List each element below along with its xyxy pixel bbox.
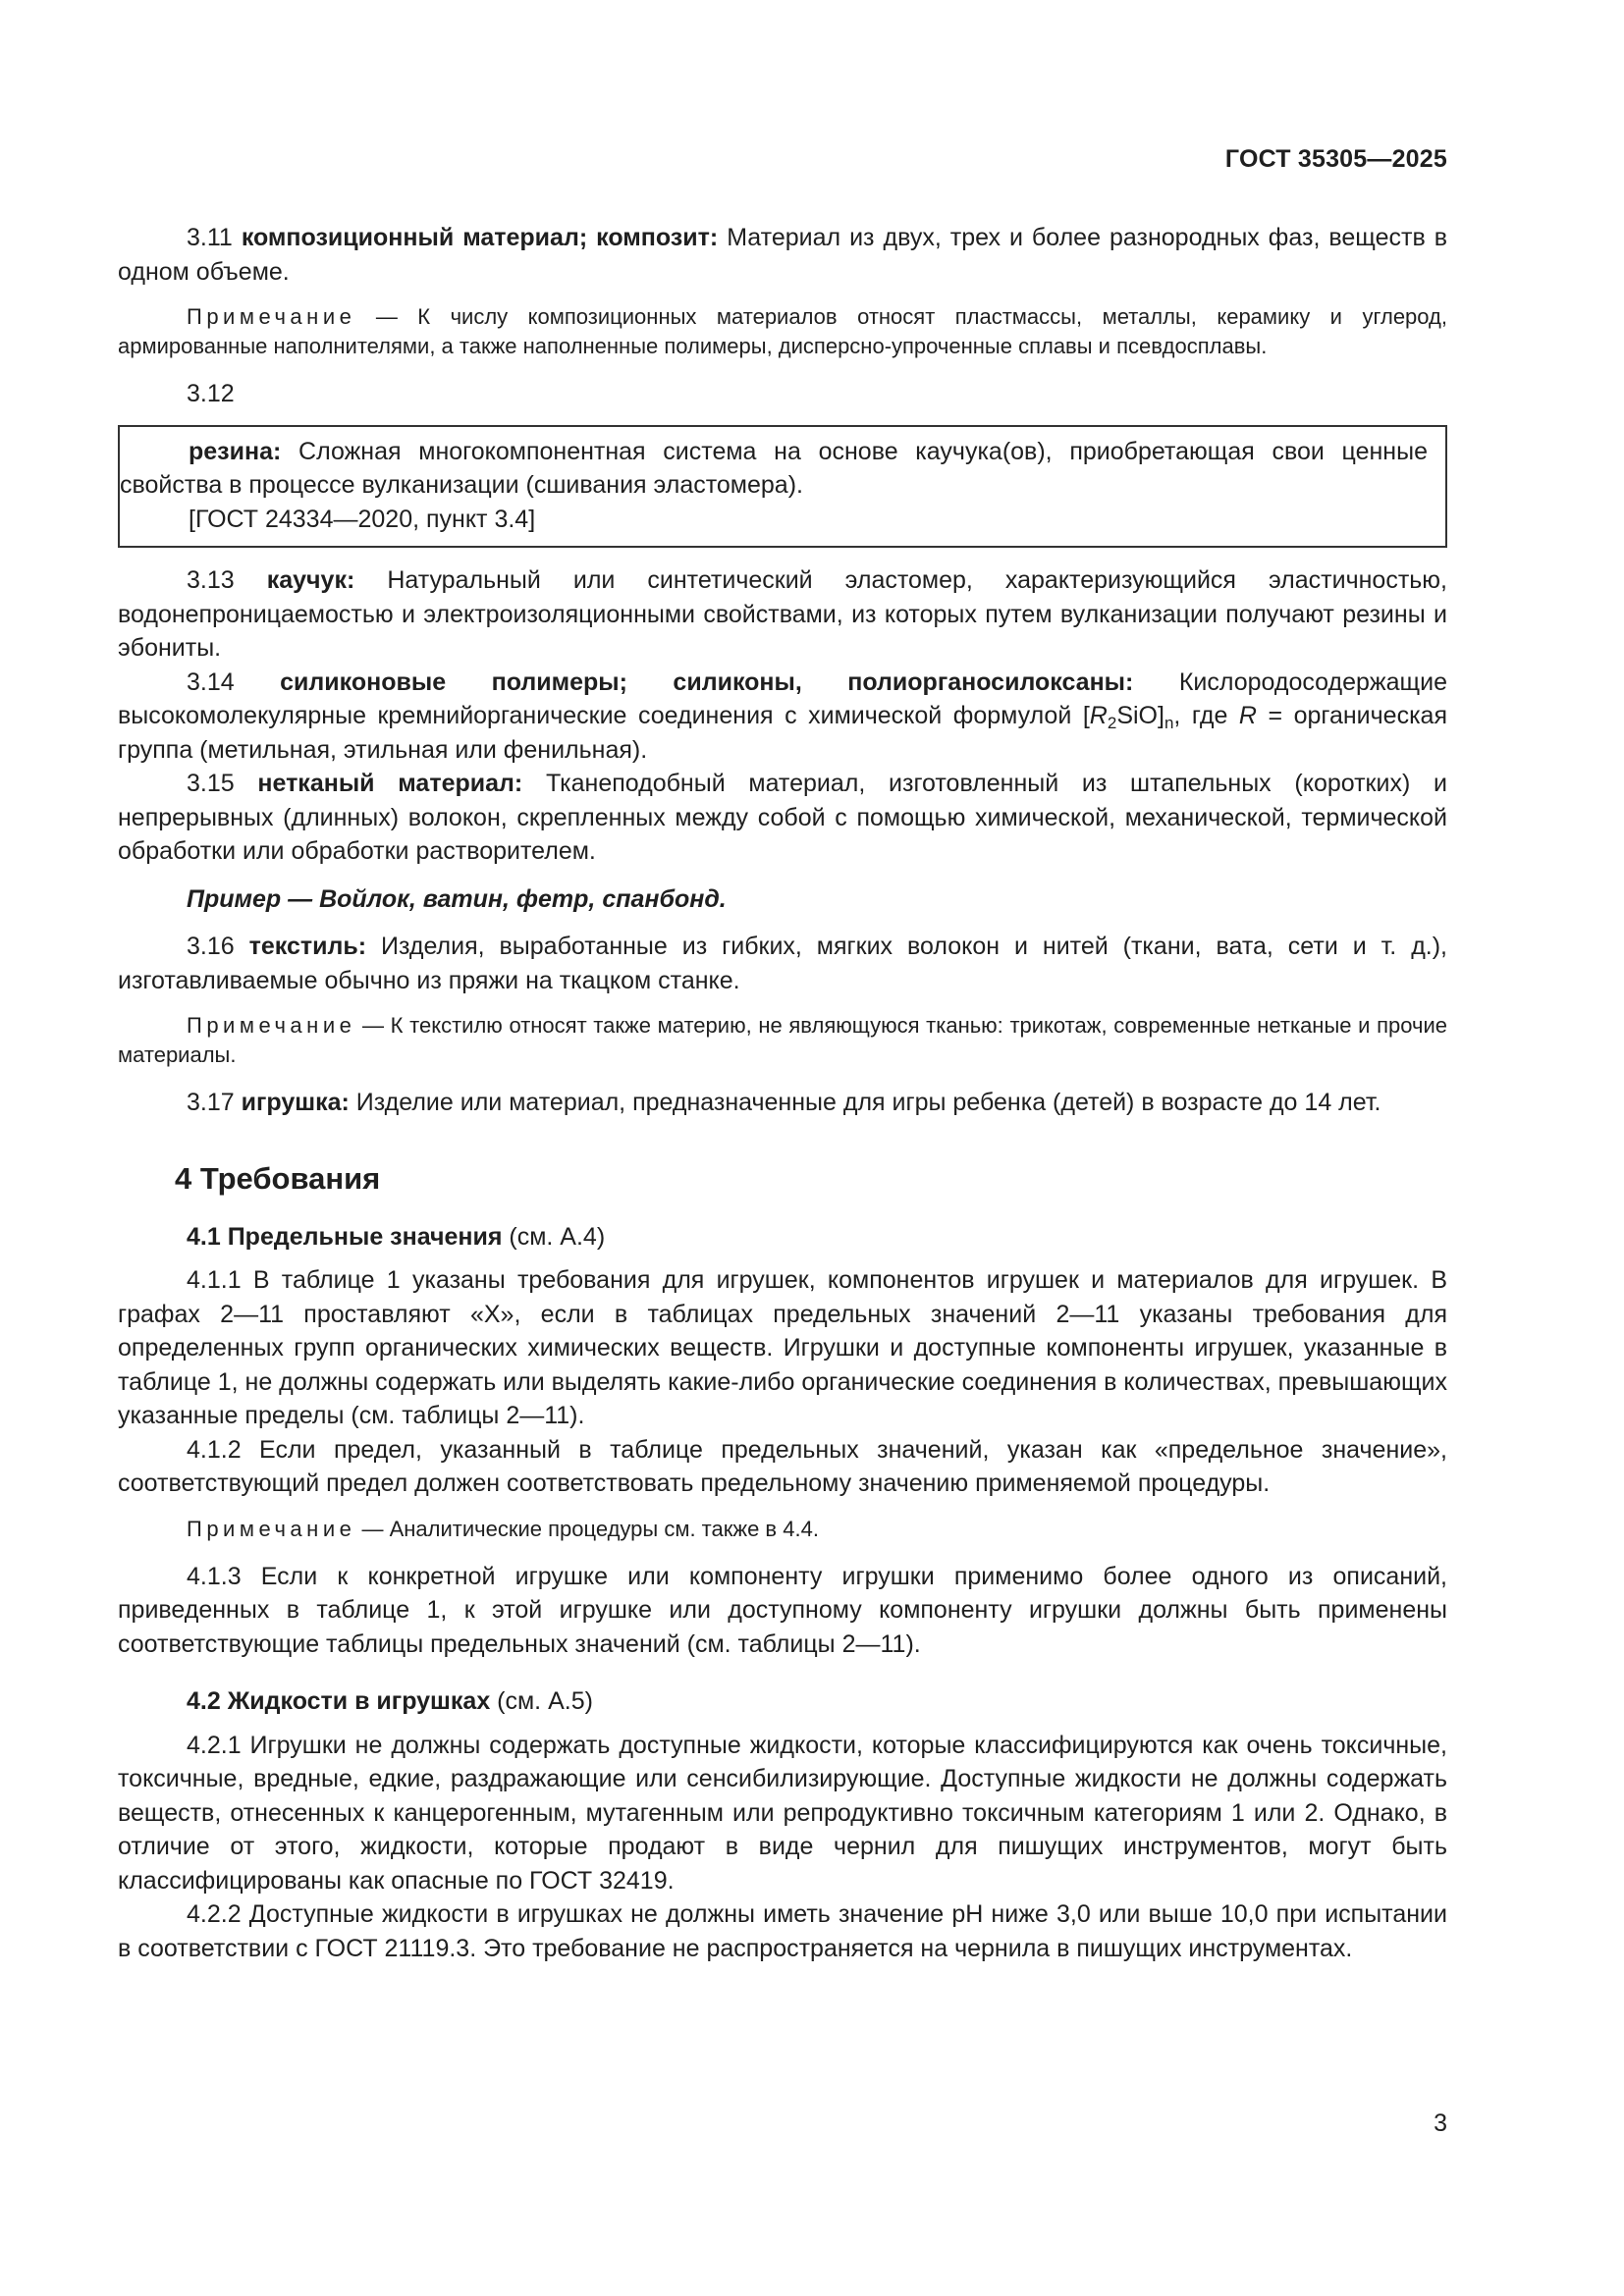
formula-sub-n: n: [1164, 714, 1174, 732]
clause-text: Натуральный или синтетический эластомер, характеризующийся эластичностью, водонепроницаемостью и электроизоляционными свойствами, из которых путем вулканизации получают резины и эбониты.: [118, 566, 1447, 662]
clause-4-1-3: 4.1.3 Если к конкретной игрушке или компоненту игрушки применимо более одного из описаний, приведенных в таблице 1, к этой игрушке или доступному компоненту игрушки должны быть применены соответствующие таблицы предельных значений (см. таблицы 2—11).: [118, 1562, 1447, 1658]
example-3-15: Пример — Войлок, ватин, фетр, спанбонд.: [187, 884, 727, 913]
clause-text-b: , где: [1173, 702, 1239, 729]
clause-3-12-box: [118, 425, 1447, 549]
clause-3-14: [118, 666, 1447, 768]
clause-term: резина:: [189, 437, 282, 465]
clause-text: Сложная многокомпонентная система на основе каучука(ов), приобретающая свои ценные свойства в процессе вулканизации (сшивания эластомера).: [120, 437, 1428, 499]
variable-r: R: [1238, 702, 1257, 729]
clause-4-2-1: 4.2.1 Игрушки не должны содержать доступные жидкости, которые классифицируются как очень токсичные, токсичные, вредные, едкие, раздражающие или сенсибилизирующие. Доступные жидкости не должны содержать веществ, отнесенных к канцерогенным, мутагенным или репродуктивно токсичным категориям 1 или 2. Однако, в отличие от этого, жидкости, которые продают в виде чернил для пишущих инструментов, могут быть классифицированы как опасные по ГОСТ 32419.: [118, 1731, 1447, 1895]
clause-3-17: [118, 1086, 1447, 1120]
note-label: Примечание: [187, 304, 356, 329]
clause-3-16: [118, 930, 1447, 997]
clause-number: 3.11: [187, 224, 233, 251]
note-label: Примечание: [187, 1516, 356, 1541]
note-text: — К текстилю относят также материю, не являющуюся тканью: трикотаж, современные нетканые и прочие материалы.: [118, 1013, 1447, 1067]
clause-number: 3.15: [187, 770, 235, 797]
note-3-11: [118, 302, 1447, 361]
clause-term: игрушка:: [241, 1089, 350, 1116]
formula-mid: SiO]: [1116, 702, 1164, 729]
clause-text-c: = органическая группа (метильная, этильная или фенильная).: [118, 702, 1448, 764]
note-3-16: [118, 1011, 1447, 1070]
section-4-heading: 4 Требования: [175, 1160, 381, 1196]
clause-text: Материал из двух, трех и более разнородных фаз, веществ в одном объеме.: [118, 224, 1447, 286]
document-code-header: ГОСТ 35305—2025: [1224, 145, 1447, 173]
formula-r: R: [1089, 702, 1108, 729]
clause-3-15: [118, 767, 1447, 869]
subsection-title: 4.1 Предельные значения: [187, 1222, 503, 1251]
page-number: 3: [1434, 2109, 1447, 2137]
clause-term: каучук:: [266, 566, 355, 594]
clause-4-1-1: 4.1.1 В таблице 1 указаны требования для игрушек, компонентов игрушек и материалов для игрушек. В графах 2—11 проставляют «X», если в таблицах предельных значений 2—11 указаны требования для определенных групп органических химических веществ. Игрушки и доступные компоненты игрушек, указанные в таблице 1, не должны содержать или выделять какие-либо органические соединения в количествах, превышающих указанные пределы (см. таблицы 2—11).: [118, 1266, 1447, 1429]
clause-3-13: [118, 563, 1447, 666]
clause-text: Изделие или материал, предназначенные для игры ребенка (детей) в возрасте до 14 лет.: [355, 1089, 1381, 1116]
subsection-ref: (см. А.4): [509, 1222, 606, 1251]
clause-text-a: Кислородосодержащие высокомолекулярные кремнийорганические соединения с химической формулой [: [118, 667, 1447, 729]
formula-sub-2: 2: [1107, 714, 1117, 732]
clause-3-11: [118, 221, 1447, 289]
clause-term: силиконовые полимеры; силиконы, полиорганосилоксаны:: [280, 667, 1134, 696]
subsection-ref: (см. А.5): [497, 1687, 593, 1715]
subsection-4-1-heading: [118, 1220, 1447, 1255]
document-body: [118, 221, 1447, 1965]
clause-number: 3.17: [187, 1089, 235, 1116]
note-4-1-2: [118, 1515, 1447, 1544]
clause-number: 3.16: [187, 933, 235, 960]
clause-3-12-source: [ГОСТ 24334—2020, пункт 3.4]: [189, 505, 536, 533]
clause-number: 3.14: [187, 667, 235, 696]
clause-3-12: [120, 435, 1428, 503]
clause-text: Тканеподобный материал, изготовленный из штапельных (коротких) и непрерывных (длинных) волокон, скрепленных между собой с помощью химической, механической, термической обработки или обработки растворителем.: [118, 770, 1447, 865]
clause-term: текстиль:: [248, 933, 367, 960]
subsection-title: 4.2 Жидкости в игрушках: [187, 1687, 491, 1715]
clause-text: Изделия, выработанные из гибких, мягких волокон и нитей (ткани, вата, сети и т. д.), изготавливаемые обычно из пряжи на ткацком станке.: [118, 933, 1448, 994]
subsection-4-2-heading: [118, 1684, 1447, 1719]
clause-term: нетканый материал:: [257, 770, 523, 797]
clause-4-1-2: 4.1.2 Если предел, указанный в таблице предельных значений, указан как «предельное значение», соответствующий предел должен соответствовать предельному значению применяемой процедуры.: [118, 1435, 1447, 1497]
clause-term: композиционный материал; композит:: [241, 224, 719, 251]
note-text: — К числу композиционных материалов относят пластмассы, металлы, керамику и углерод, армированные наполнителями, а также наполненные полимеры, дисперсно-упроченные сплавы и псевдосплавы.: [118, 304, 1447, 358]
note-text: — Аналитические процедуры см. также в 4.4.: [361, 1516, 819, 1541]
clause-4-2-2: 4.2.2 Доступные жидкости в игрушках не должны иметь значение pH ниже 3,0 или выше 10,0 при испытании в соответствии с ГОСТ 21119.3. Это требование не распространяется на чернила в пишущих инструментах.: [118, 1900, 1447, 1962]
note-label: Примечание: [187, 1013, 356, 1038]
clause-number: 3.13: [187, 566, 235, 594]
clause-3-12-number: 3.12: [187, 380, 235, 407]
